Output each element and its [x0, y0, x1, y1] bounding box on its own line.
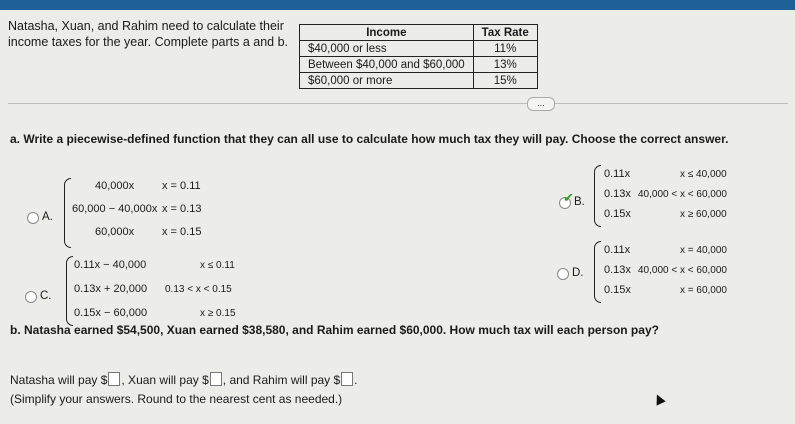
table-cell-income: $60,000 or more — [300, 73, 474, 89]
option-c-expr: 0.15x − 60,000 — [74, 307, 148, 319]
option-a-cond: x = 0.13 — [162, 203, 202, 215]
answer-line — [10, 372, 358, 387]
option-c-cond: x ≤ 0.11 — [200, 260, 235, 271]
option-a-cond: x = 0.15 — [162, 226, 202, 238]
option-c-radio[interactable] — [25, 291, 37, 303]
option-c-label: C. — [40, 290, 52, 302]
rounding-note: (Simplify your answers. Round to the nearest cent as needed.) — [10, 392, 343, 406]
tax-rate-table — [299, 24, 538, 89]
option-d-expr: 0.11x — [604, 244, 631, 256]
option-d-brace — [594, 241, 601, 303]
option-c-expr: 0.13x + 20,000 — [74, 283, 148, 295]
option-b-cond: x ≤ 40,000 — [680, 169, 727, 180]
part-a-question: a. Write a piecewise-defined function that they can all use to calculate how much tax they will pay. Choose the correct answer. — [10, 132, 729, 146]
option-b-cond: x ≥ 60,000 — [680, 209, 727, 220]
xuan-answer-input[interactable] — [210, 372, 222, 386]
answer-end: . — [354, 373, 358, 387]
table-cell-rate: 15% — [473, 73, 537, 89]
natasha-label: Natasha will pay $ — [10, 373, 108, 387]
table-cell-income: $40,000 or less — [300, 41, 474, 57]
option-d-expr: 0.13x — [604, 264, 631, 276]
table-row — [300, 73, 538, 89]
problem-intro: Natasha, Xuan, and Rahim need to calculate their income taxes for the year. Complete parts a and b. — [8, 19, 289, 49]
part-b-question: b. Natasha earned $54,500, Xuan earned $38,580, and Rahim earned $60,000. How much tax will each person pay? — [10, 323, 659, 337]
check-icon: ✔ — [563, 190, 574, 205]
table-cell-rate: 11% — [473, 41, 537, 57]
option-b-expr: 0.13x — [604, 188, 631, 200]
option-a-brace — [64, 178, 71, 248]
option-a-expr: 60,000 − 40,000x — [72, 203, 158, 215]
option-a-radio[interactable] — [27, 212, 39, 224]
rahim-answer-input[interactable] — [341, 372, 353, 386]
mouse-cursor-icon — [652, 392, 665, 405]
option-b-expr: 0.15x — [604, 208, 631, 220]
option-d-label: D. — [572, 267, 584, 279]
option-b-cond: 40,000 < x < 60,000 — [638, 189, 727, 200]
section-divider — [8, 103, 788, 104]
option-a-cond: x = 0.11 — [162, 180, 201, 192]
option-a-label: A. — [42, 211, 53, 223]
option-c-brace — [66, 256, 73, 326]
xuan-label: , Xuan will pay $ — [121, 373, 209, 387]
natasha-answer-input[interactable] — [108, 372, 120, 386]
table-cell-rate: 13% — [473, 57, 537, 73]
table-header-rate: Tax Rate — [473, 25, 537, 41]
option-b-expr: 0.11x — [604, 168, 631, 180]
option-d-expr: 0.15x — [604, 284, 631, 296]
option-a-expr: 40,000x — [95, 180, 135, 192]
top-bar — [0, 0, 795, 10]
option-b-brace — [594, 165, 601, 227]
table-cell-income: Between $40,000 and $60,000 — [300, 57, 474, 73]
rahim-label: , and Rahim will pay $ — [222, 373, 341, 387]
table-header-income: Income — [300, 25, 474, 41]
option-c-cond: x ≥ 0.15 — [200, 308, 236, 319]
option-d-radio[interactable] — [557, 268, 569, 280]
table-row — [300, 57, 538, 73]
more-button[interactable]: ... — [527, 97, 555, 111]
option-d-cond: x = 60,000 — [680, 285, 727, 296]
table-row — [300, 41, 538, 57]
option-b-label: B. — [574, 196, 585, 208]
option-a-expr: 60,000x — [95, 226, 135, 238]
option-c-cond: 0.13 < x < 0.15 — [165, 284, 232, 295]
option-d-cond: x = 40,000 — [680, 245, 727, 256]
option-c-expr: 0.11x − 40,000 — [74, 259, 147, 271]
option-d-cond: 40,000 < x < 60,000 — [638, 265, 727, 276]
